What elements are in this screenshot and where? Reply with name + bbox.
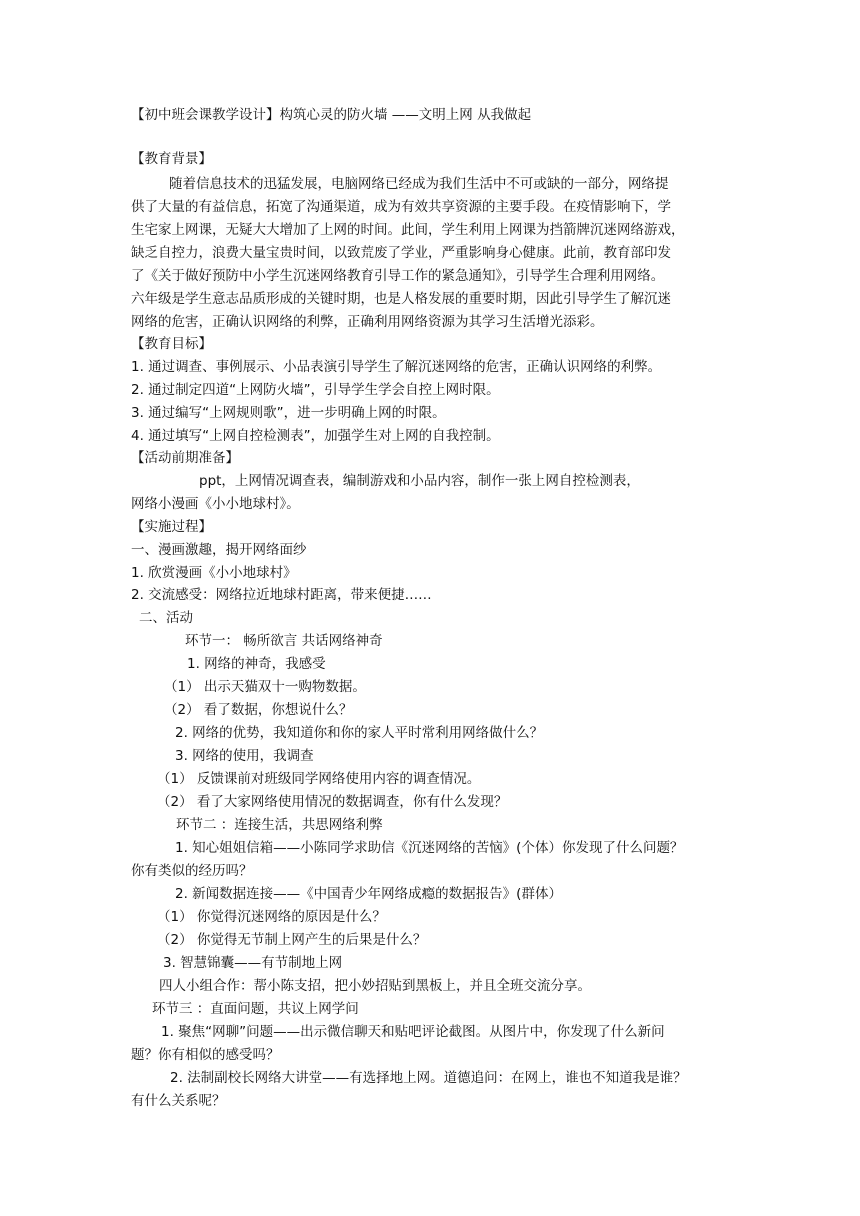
background-line: 网络的危害，正确认识网络的利弊，正确利用网络资源为其学习生活增光添彩。 [131, 314, 604, 330]
list-item: 2. 新闻数据连接——《中国青少年网络成瘾的数据报告》(群体） [175, 886, 562, 902]
sub-item: （2） 看了大家网络使用情况的数据调查，你有什么发现？ [157, 794, 508, 810]
heading-process: 【实施过程】 [131, 519, 212, 535]
list-item: 1. 网络的神奇，我感受 [187, 656, 326, 672]
list-item-cont: 你有类似的经历吗？ [131, 863, 253, 879]
section-title: 二、活动 [139, 610, 193, 626]
list-item-cont: 有什么关系呢？ [131, 1093, 226, 1109]
background-line: 生宅家上网课，无疑大大增加了上网的时间。此间，学生利用上网课为挡箭牌沉迷网络游戏， [131, 222, 685, 238]
prep-line: ppt，上网情况调查表，编制游戏和小品内容，制作一张上网自控检测表， [199, 473, 640, 489]
link-title: 环节三 ：直面问题，共议上网学问 [152, 1001, 359, 1017]
background-line: 六年级是学生意志品质形成的关键时期，也是人格发展的重要时期，因此引导学生了解沉迷 [131, 291, 671, 307]
list-item: 3. 网络的使用，我调查 [175, 748, 314, 764]
list-item: 2. 法制副校长网络大讲堂——有选择地上网。道德追问：在网上，谁也不知道我是谁？ [170, 1070, 687, 1086]
goal-item: 3. 通过编写“上网规则歌”，进一步明确上网的时限。 [131, 405, 446, 421]
sub-item: （1） 出示天猫双十一购物数据。 [164, 679, 366, 695]
sub-item: （1） 反馈课前对班级同学网络使用内容的调查情况。 [157, 771, 481, 787]
heading-goals: 【教育目标】 [131, 336, 212, 352]
link-title: 环节一： 畅所欲言 共话网络神奇 [185, 633, 383, 649]
background-line: 了《关于做好预防中小学生沉迷网络教育引导工作的紧急通知》，引导学生合理利用网络。 [131, 268, 665, 284]
heading-background: 【教育背景】 [131, 151, 212, 167]
list-item: 1. 聚焦“网聊”问题——出示微信聊天和贴吧评论截图。从图片中，你发现了什么新问 [161, 1024, 665, 1040]
goal-item: 4. 通过填写“上网自控检测表”，加强学生对上网的自我控制。 [131, 428, 500, 444]
background-line: 供了大量的有益信息，拓宽了沟通渠道，成为有效共享资源的主要手段。在疫情影响下，学 [131, 199, 671, 215]
prep-line: 网络小漫画《小小地球村》。 [131, 496, 300, 512]
background-line: 随着信息技术的迅猛发展，电脑网络已经成为我们生活中不可或缺的一部分，网络提 [169, 176, 669, 192]
goal-item: 2. 通过制定四道“上网防火墙”，引导学生学会自控上网时限。 [131, 382, 500, 398]
list-item: 2. 交流感受：网络拉近地球村距离，带来便捷…… [131, 587, 432, 603]
sub-item: （1） 你觉得沉迷网络的原因是什么？ [157, 909, 386, 925]
heading-prep: 【活动前期准备】 [131, 450, 239, 466]
list-item: 3. 智慧锦囊——有节制地上网 [163, 955, 343, 971]
goal-item: 1. 通过调查、事例展示、小品表演引导学生了解沉迷网络的危害，正确认识网络的利弊。 [131, 359, 662, 375]
link-title: 环节二 ：连接生活，共思网络利弊 [176, 817, 383, 833]
section-title: 一、漫画激趣，揭开网络面纱 [131, 542, 307, 558]
list-item: 2. 网络的优势，我知道你和你的家人平时常利用网络做什么？ [175, 725, 544, 741]
list-item: 1. 知心姐姐信箱——小陈同学求助信《沉迷网络的苦恼》(个体）你发现了什么问题？ [175, 840, 684, 856]
sub-item: （2） 看了数据，你想说什么？ [164, 702, 353, 718]
background-line: 缺乏自控力，浪费大量宝贵时间，以致荒废了学业，严重影响身心健康。此前，教育部印发 [131, 245, 671, 261]
list-item-cont: 题？你有相似的感受吗？ [131, 1047, 280, 1063]
sub-item: （2） 你觉得无节制上网产生的后果是什么？ [157, 932, 427, 948]
paragraph: 四人小组合作：帮小陈支招，把小妙招贴到黑板上，并且全班交流分享。 [159, 978, 591, 994]
doc-title: 【初中班会课教学设计】构筑心灵的防火墙 ——文明上网 从我做起 [131, 107, 532, 123]
list-item: 1. 欣赏漫画《小小地球村》 [131, 565, 297, 581]
